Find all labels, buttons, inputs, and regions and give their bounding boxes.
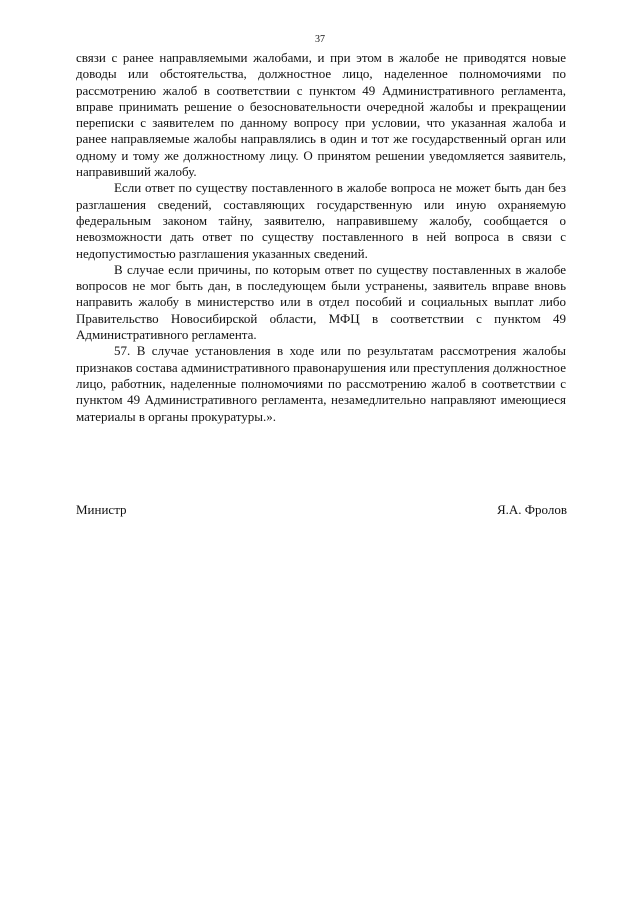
paragraph-resubmission: В случае если причины, по которым ответ по существу поставленных в жалобе вопросов не мог быть дан, в последующем были устранены, заявитель вправе вновь направить жалобу в министерство или в отдел пособий и социальных выплат либо Правительство Новосибирской области, МФЦ в соответствии с пунктом 49 Административного регламента. xyxy=(76,261,566,343)
paragraph-secret-info: Если ответ по существу поставленного в жалобе вопроса не может быть дан без разглашения сведений, составляющих государственную или иную охраняемую федеральным законом тайну, заявителю, направившему жалобу, сообщается о невозможности дать ответ по существу поставленного в ней вопроса в связи с недопустимостью разглашения указанных сведений. xyxy=(76,180,566,261)
signatory-name: Я.А. Фролов xyxy=(496,502,567,517)
signatory-position: Министр xyxy=(76,502,127,517)
document-body xyxy=(76,50,566,425)
paragraph-continuation: связи с ранее направляемыми жалобами, и при этом в жалобе не приводятся новые доводы или обстоятельства, должностное лицо, наделенное полномочиями по рассмотрению жалоб в соответствии с пунктом 49 Административного регламента, вправе принимать решение о безосновательности очередной жалобы и прекращении переписки с заявителем по данному вопросу при условии, что указанная жалоба и ранее направляемые жалобы направлялись в один и тот же государственный орган или одному и тому же должностному лицу. О принятом решении уведомляется заявитель, направивший жалобу. xyxy=(76,50,566,180)
signature-block xyxy=(76,502,567,518)
page-number: 37 xyxy=(315,34,325,45)
paragraph-item-57: 57. В случае установления в ходе или по результатам рассмотрения жалобы признаков состава административного правонарушения или преступления должностное лицо, работник, наделенные полномочиями по рассмотрению жалоб в соответствии с пунктом 49 Административного регламента, незамедлительно направляют имеющиеся материалы в органы прокуратуры.». xyxy=(76,343,566,424)
